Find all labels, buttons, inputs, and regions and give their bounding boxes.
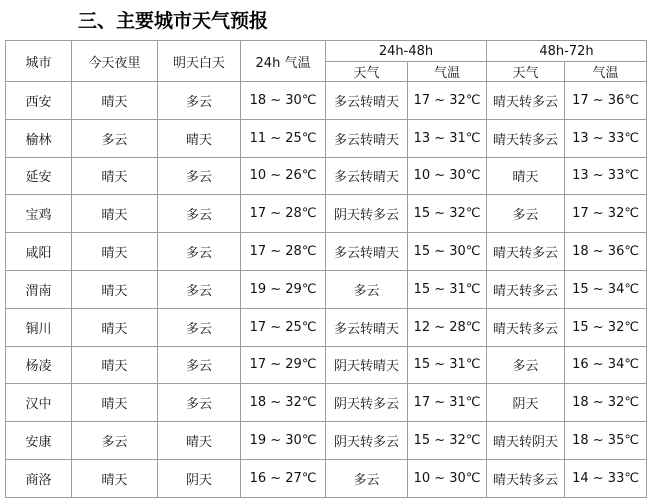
temp-24h: 17 ~ 29℃ xyxy=(241,346,326,384)
tomorrow-day-weather: 多云 xyxy=(158,308,241,346)
table-row xyxy=(6,459,647,497)
weather-24h-48h: 多云 xyxy=(326,459,408,497)
weather-48h-72h: 多云 xyxy=(487,346,565,384)
header-temp-48h-72h: 气温 xyxy=(565,62,647,82)
city-name: 宝鸡 xyxy=(6,195,72,233)
city-name: 渭南 xyxy=(6,270,72,308)
table-row xyxy=(6,384,647,422)
table-row xyxy=(6,270,647,308)
weather-24h-48h: 阴天转晴天 xyxy=(326,346,408,384)
header-tomorrow-day: 明天白天 xyxy=(158,41,241,82)
city-name: 商洛 xyxy=(6,459,72,497)
header-weather-48h-72h: 天气 xyxy=(487,62,565,82)
weather-48h-72h: 晴天转多云 xyxy=(487,119,565,157)
temp-24h-48h: 15 ~ 32℃ xyxy=(408,195,487,233)
tonight-weather: 晴天 xyxy=(72,233,158,271)
weather-48h-72h: 晴天转阴天 xyxy=(487,422,565,460)
weather-24h-48h: 阴天转多云 xyxy=(326,422,408,460)
temp-24h-48h: 10 ~ 30℃ xyxy=(408,157,487,195)
temp-24h: 11 ~ 25℃ xyxy=(241,119,326,157)
temp-48h-72h: 17 ~ 36℃ xyxy=(565,82,647,120)
tomorrow-day-weather: 晴天 xyxy=(158,119,241,157)
header-row xyxy=(6,41,647,62)
tomorrow-day-weather: 多云 xyxy=(158,346,241,384)
temp-24h-48h: 15 ~ 32℃ xyxy=(408,422,487,460)
weather-48h-72h: 晴天转多云 xyxy=(487,308,565,346)
temp-48h-72h: 13 ~ 33℃ xyxy=(565,119,647,157)
table-row xyxy=(6,233,647,271)
temp-24h-48h: 15 ~ 31℃ xyxy=(408,346,487,384)
temp-24h-48h: 17 ~ 31℃ xyxy=(408,384,487,422)
tonight-weather: 晴天 xyxy=(72,82,158,120)
weather-24h-48h: 多云转晴天 xyxy=(326,233,408,271)
tonight-weather: 晴天 xyxy=(72,346,158,384)
weather-24h-48h: 多云转晴天 xyxy=(326,308,408,346)
city-name: 咸阳 xyxy=(6,233,72,271)
weather-24h-48h: 多云转晴天 xyxy=(326,119,408,157)
tomorrow-day-weather: 多云 xyxy=(158,270,241,308)
temp-48h-72h: 18 ~ 35℃ xyxy=(565,422,647,460)
weather-24h-48h: 多云 xyxy=(326,270,408,308)
tomorrow-day-weather: 阴天 xyxy=(158,459,241,497)
weather-48h-72h: 阴天 xyxy=(487,384,565,422)
table-row xyxy=(6,422,647,460)
tonight-weather: 多云 xyxy=(72,119,158,157)
weather-48h-72h: 晴天转多云 xyxy=(487,82,565,120)
weather-24h-48h: 多云转晴天 xyxy=(326,82,408,120)
temp-24h: 17 ~ 25℃ xyxy=(241,308,326,346)
tomorrow-day-weather: 多云 xyxy=(158,82,241,120)
tomorrow-day-weather: 晴天 xyxy=(158,422,241,460)
temp-24h-48h: 12 ~ 28℃ xyxy=(408,308,487,346)
temp-24h: 16 ~ 27℃ xyxy=(241,459,326,497)
temp-24h: 18 ~ 30℃ xyxy=(241,82,326,120)
temp-24h-48h: 13 ~ 31℃ xyxy=(408,119,487,157)
temp-48h-72h: 17 ~ 32℃ xyxy=(565,195,647,233)
city-name: 安康 xyxy=(6,422,72,460)
temp-24h: 10 ~ 26℃ xyxy=(241,157,326,195)
temp-48h-72h: 15 ~ 32℃ xyxy=(565,308,647,346)
temp-24h: 19 ~ 30℃ xyxy=(241,422,326,460)
tomorrow-day-weather: 多云 xyxy=(158,233,241,271)
table-row xyxy=(6,82,647,120)
city-forecast-table xyxy=(5,40,647,498)
header-period-48h-72h: 48h-72h xyxy=(487,41,647,62)
weather-48h-72h: 晴天转多云 xyxy=(487,459,565,497)
header-period-24h-48h: 24h-48h xyxy=(326,41,487,62)
table-row xyxy=(6,346,647,384)
temp-48h-72h: 14 ~ 33℃ xyxy=(565,459,647,497)
city-name: 榆林 xyxy=(6,119,72,157)
table-row xyxy=(6,195,647,233)
temp-48h-72h: 15 ~ 34℃ xyxy=(565,270,647,308)
temp-48h-72h: 13 ~ 33℃ xyxy=(565,157,647,195)
tonight-weather: 多云 xyxy=(72,422,158,460)
page-title: 三、主要城市天气预报 xyxy=(78,10,269,32)
header-tonight: 今天夜里 xyxy=(72,41,158,82)
weather-48h-72h: 晴天转多云 xyxy=(487,233,565,271)
table-row xyxy=(6,119,647,157)
temp-24h-48h: 15 ~ 30℃ xyxy=(408,233,487,271)
temp-24h-48h: 17 ~ 32℃ xyxy=(408,82,487,120)
city-name: 延安 xyxy=(6,157,72,195)
table-row xyxy=(6,157,647,195)
tomorrow-day-weather: 多云 xyxy=(158,384,241,422)
temp-24h: 19 ~ 29℃ xyxy=(241,270,326,308)
temp-48h-72h: 18 ~ 32℃ xyxy=(565,384,647,422)
weather-24h-48h: 阴天转多云 xyxy=(326,195,408,233)
temp-24h-48h: 10 ~ 30℃ xyxy=(408,459,487,497)
weather-48h-72h: 晴天转多云 xyxy=(487,270,565,308)
weather-48h-72h: 多云 xyxy=(487,195,565,233)
tonight-weather: 晴天 xyxy=(72,270,158,308)
city-name: 铜川 xyxy=(6,308,72,346)
header-city: 城市 xyxy=(6,41,72,82)
temp-48h-72h: 18 ~ 36℃ xyxy=(565,233,647,271)
header-temp-24h-48h: 气温 xyxy=(408,62,487,82)
temp-48h-72h: 16 ~ 34℃ xyxy=(565,346,647,384)
city-name: 汉中 xyxy=(6,384,72,422)
city-name: 西安 xyxy=(6,82,72,120)
table-row xyxy=(6,308,647,346)
tonight-weather: 晴天 xyxy=(72,384,158,422)
tomorrow-day-weather: 多云 xyxy=(158,195,241,233)
tonight-weather: 晴天 xyxy=(72,459,158,497)
weather-24h-48h: 多云转晴天 xyxy=(326,157,408,195)
weather-48h-72h: 晴天 xyxy=(487,157,565,195)
city-name: 杨凌 xyxy=(6,346,72,384)
header-weather-24h-48h: 天气 xyxy=(326,62,408,82)
tonight-weather: 晴天 xyxy=(72,195,158,233)
tonight-weather: 晴天 xyxy=(72,308,158,346)
weather-24h-48h: 阴天转多云 xyxy=(326,384,408,422)
header-temp-24h: 24h 气温 xyxy=(241,41,326,82)
temp-24h-48h: 15 ~ 31℃ xyxy=(408,270,487,308)
temp-24h: 18 ~ 32℃ xyxy=(241,384,326,422)
tonight-weather: 晴天 xyxy=(72,157,158,195)
temp-24h: 17 ~ 28℃ xyxy=(241,195,326,233)
temp-24h: 17 ~ 28℃ xyxy=(241,233,326,271)
tomorrow-day-weather: 多云 xyxy=(158,157,241,195)
